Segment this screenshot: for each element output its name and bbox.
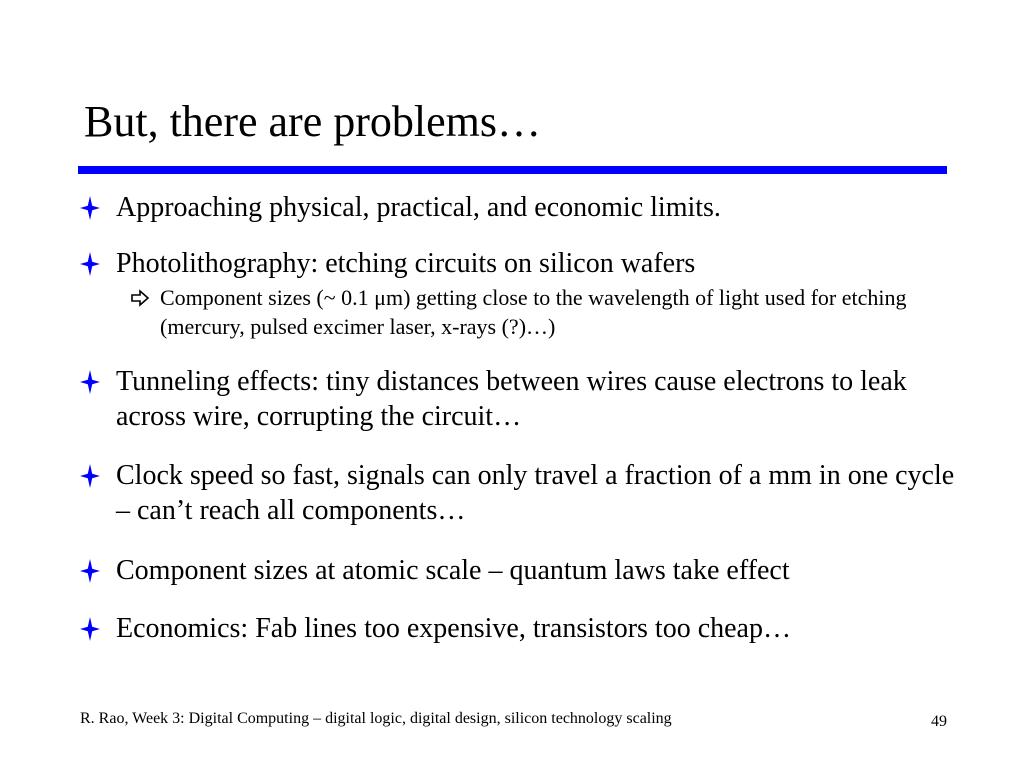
bullet-item: Tunneling effects: tiny distances between wires cause electrons to leak across wire, corrupting the circuit… (116, 366, 907, 432)
slide-title: But, there are problems… (84, 97, 541, 146)
four-point-star-icon (78, 194, 102, 222)
bullet-item: Economics: Fab lines too expensive, transistors too cheap… (116, 613, 791, 644)
four-point-star-icon (78, 462, 102, 490)
bullet-item: Approaching physical, practical, and economic limits. (116, 192, 721, 223)
page-number: 49 (931, 713, 947, 730)
bullet-item: Component sizes at atomic scale – quantum laws take effect (116, 555, 790, 586)
four-point-star-icon (78, 250, 102, 278)
footer-text: R. Rao, Week 3: Digital Computing – digital logic, digital design, silicon technology scaling (80, 710, 672, 727)
four-point-star-icon (78, 368, 102, 396)
bullet-item: Photolithography: etching circuits on silicon wafers (116, 248, 696, 279)
outline-arrow-icon (130, 288, 150, 308)
sub-bullet-item: Component sizes (~ 0.1 μm) getting close to the wavelength of light used for etching (mercury, pulsed excimer laser, x-rays (?)…) (160, 285, 907, 339)
bullet-item: Clock speed so fast, signals can only travel a fraction of a mm in one cycle – can’t reach all components… (116, 460, 955, 526)
four-point-star-icon (78, 557, 102, 585)
four-point-star-icon (78, 615, 102, 643)
